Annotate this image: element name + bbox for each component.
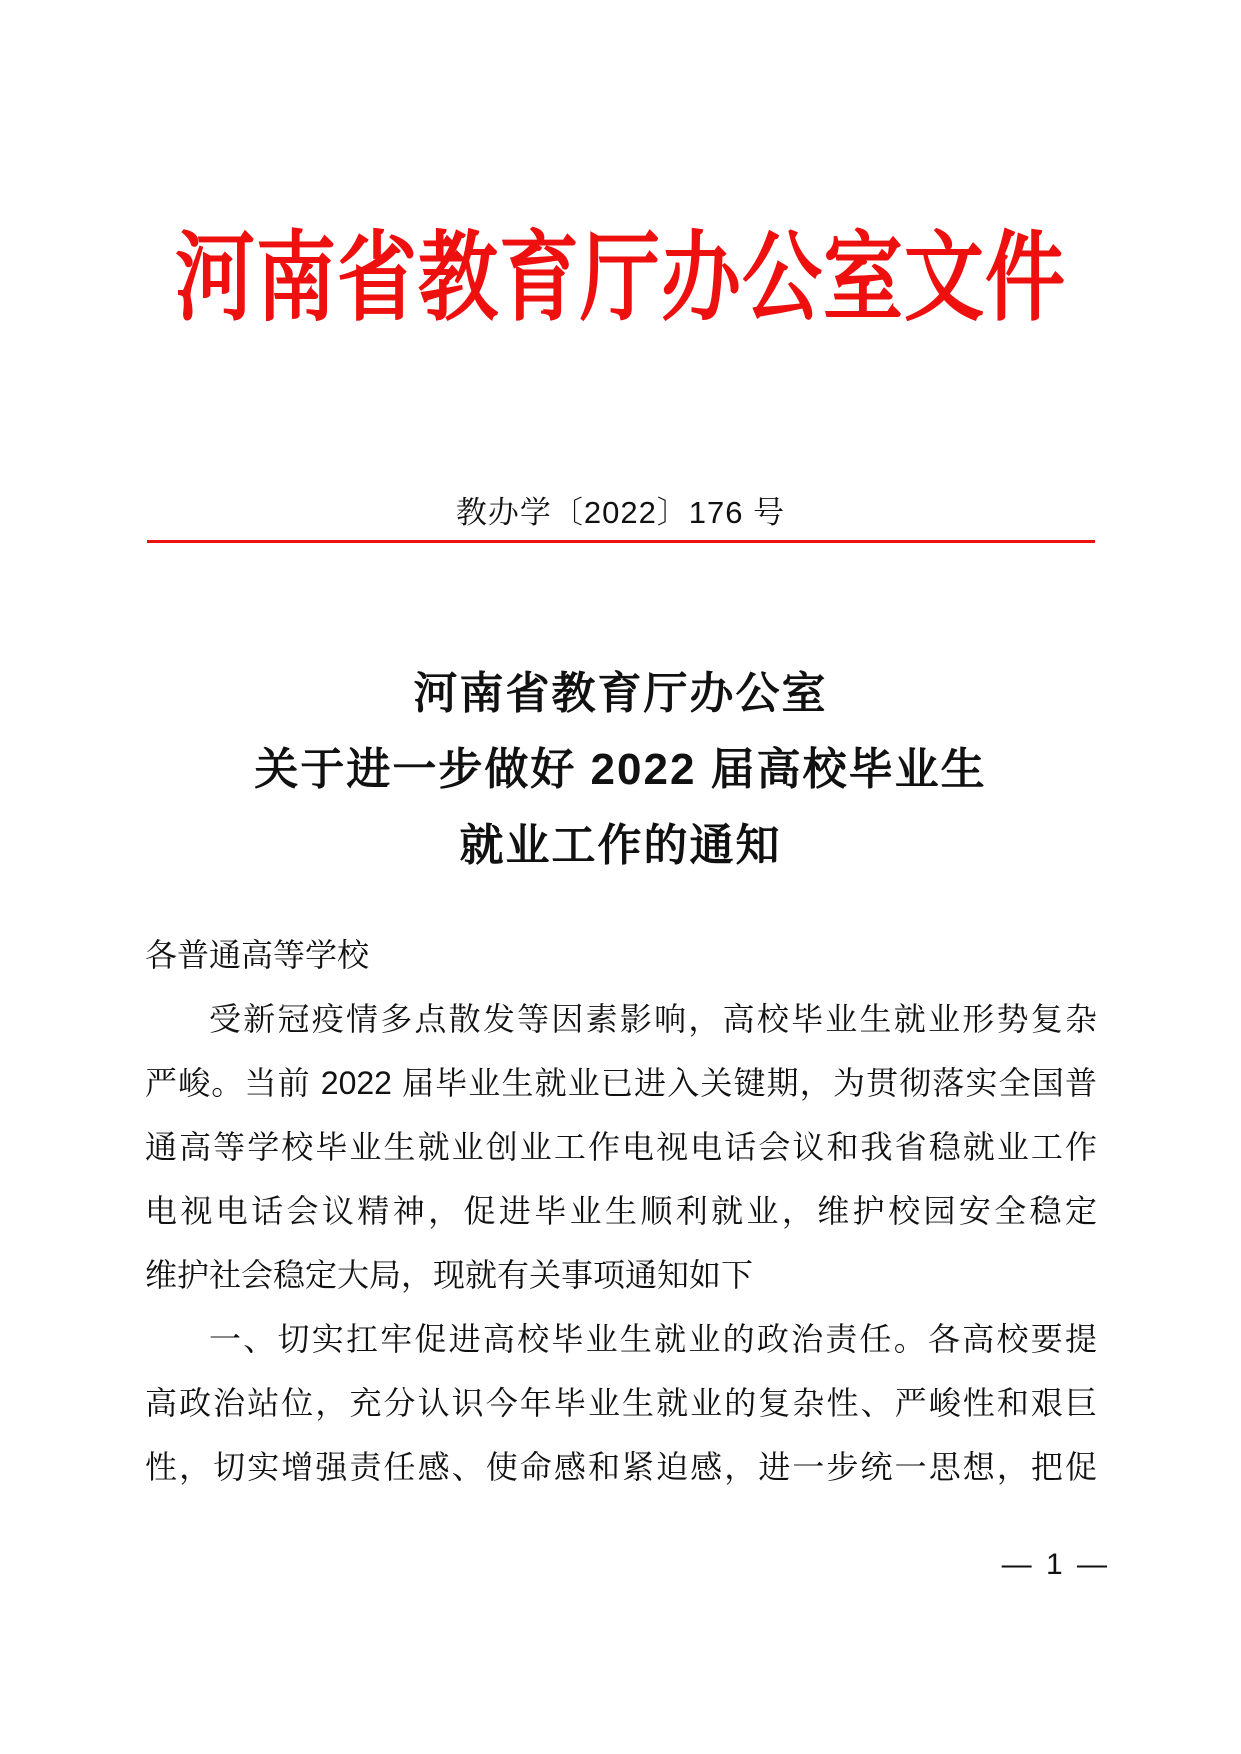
- agency-letterhead: 河南省教育厅办公室文件: [175, 223, 1066, 333]
- document-body: [145, 923, 1097, 1499]
- body-line: 一、切实扛牢促进高校毕业生就业的政治责任。各高校要提: [209, 1321, 1097, 1357]
- separator-rule: [147, 540, 1095, 543]
- document-title: [0, 656, 1241, 884]
- title-line-3: 就业工作的通知: [459, 821, 782, 870]
- body-line: 电视电话会议精神，促进毕业生顺利就业，维护校园安全稳定: [145, 1193, 1097, 1229]
- document-number: 教办学〔2022〕176 号: [455, 495, 786, 530]
- page-number: — 1 —: [1001, 1548, 1110, 1581]
- body-line: 性，切实增强责任感、使命感和紧迫感，进一步统一思想，把促: [145, 1449, 1097, 1485]
- body-line: 维护社会稳定大局，现就有关事项通知如下: [145, 1257, 754, 1293]
- title-line-2: 关于进一步做好 2022 届高校毕业生: [254, 745, 987, 794]
- body-line: 通高等学校毕业生就业创业工作电视电话会议和我省稳就业工作: [145, 1129, 1097, 1165]
- body-line: 严峻。当前 2022 届毕业生就业已进入关键期，为贯彻落实全国普: [145, 1065, 1097, 1101]
- body-line: 高政治站位，充分认识今年毕业生就业的复杂性、严峻性和艰巨: [145, 1385, 1097, 1421]
- title-line-1: 河南省教育厅办公室: [413, 669, 828, 718]
- body-line: 受新冠疫情多点散发等因素影响，高校毕业生就业形势复杂: [209, 1001, 1097, 1037]
- salutation-line: 各普通高等学校: [145, 937, 370, 973]
